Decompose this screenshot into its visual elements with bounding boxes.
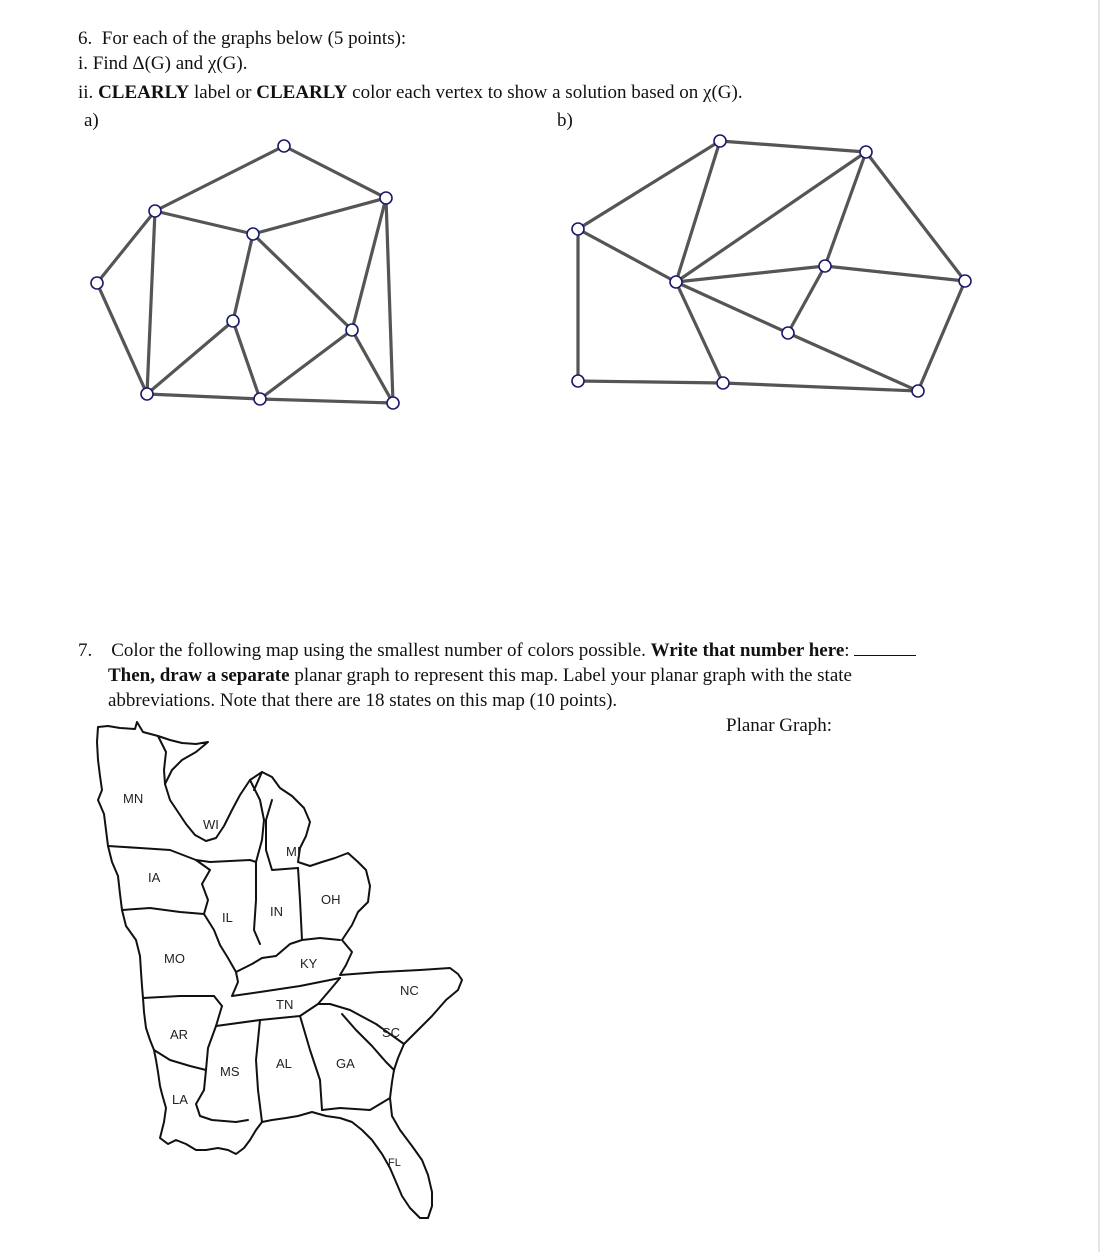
- states-map: [97, 722, 462, 1218]
- graph-a-vertex: [387, 397, 399, 409]
- graph-b-vertex: [819, 260, 831, 272]
- question-7-line-2: Then, draw a separate planar graph to represent this map. Label your planar graph with the state: [108, 665, 852, 686]
- graph-a-vertex: [278, 140, 290, 152]
- state-labels: [123, 791, 419, 1169]
- state-label-mn: MN: [123, 791, 144, 806]
- graph-a-vertex: [254, 393, 266, 405]
- state-label-mi: MI: [286, 844, 301, 859]
- graph-b-vertex: [572, 375, 584, 387]
- graph-b-vertex: [572, 223, 584, 235]
- state-label-tn: TN: [276, 997, 294, 1012]
- state-label-oh: OH: [321, 892, 341, 907]
- state-label-ms: MS: [220, 1064, 240, 1079]
- graph-b-vertex: [860, 146, 872, 158]
- state-label-wi: WI: [203, 817, 219, 832]
- question-6-heading: 6. For each of the graphs below (5 points):: [78, 28, 407, 49]
- graph-a-vertex: [227, 315, 239, 327]
- graph-b-vertex: [782, 327, 794, 339]
- graph-b-vertex: [670, 276, 682, 288]
- graph-b: [572, 135, 971, 397]
- state-label-al: AL: [276, 1056, 292, 1071]
- graph-a-vertex: [380, 192, 392, 204]
- graph-b-vertex: [714, 135, 726, 147]
- map-outline: [97, 722, 462, 1218]
- state-label-nc: NC: [400, 983, 419, 998]
- graph-a-vertex: [141, 388, 153, 400]
- state-label-fl: FL: [388, 1157, 401, 1169]
- state-label-ga: GA: [336, 1056, 355, 1071]
- state-label-ia: IA: [148, 870, 161, 885]
- graph-a-vertex: [91, 277, 103, 289]
- graph-b-vertex: [717, 377, 729, 389]
- state-label-in: IN: [270, 904, 283, 919]
- state-label-ky: KY: [300, 956, 318, 971]
- state-label-ar: AR: [170, 1027, 189, 1042]
- question-7-heading: 7. Color the following map using the smallest number of colors possible. Write that number here:: [78, 640, 916, 662]
- graph-a-vertex: [247, 228, 259, 240]
- question-6-part-i: i. Find Δ(G) and χ(G).: [78, 53, 248, 74]
- state-label-la: LA: [172, 1092, 188, 1107]
- graph-b-vertex: [959, 275, 971, 287]
- answer-blank[interactable]: [854, 641, 916, 656]
- graph-b-vertex: [912, 385, 924, 397]
- graph-a-vertex: [346, 324, 358, 336]
- state-label-il: IL: [222, 910, 233, 925]
- question-6-part-ii: ii. CLEARLY label or CLEARLY color each vertex to show a solution based on χ(G).: [78, 82, 743, 103]
- planar-graph-label: Planar Graph:: [726, 715, 833, 736]
- graph-a-label: a): [84, 110, 99, 131]
- graph-a: [91, 140, 399, 409]
- graph-a-vertex: [149, 205, 161, 217]
- graph-b-label: b): [557, 110, 573, 131]
- state-label-sc: SC: [382, 1025, 401, 1040]
- question-7-line-3: abbreviations. Note that there are 18 states on this map (10 points).: [108, 690, 618, 711]
- state-label-mo: MO: [164, 951, 185, 966]
